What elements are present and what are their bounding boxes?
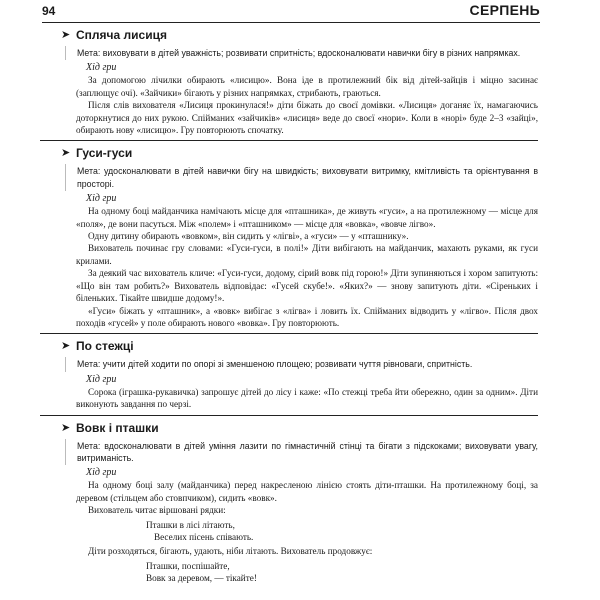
verse-line: Вовк за деревом, — тікайте! <box>146 573 257 584</box>
verse-line: Пташки, поспішайте, <box>146 560 230 571</box>
verse-line: Пташки в лісі літають, <box>146 519 235 530</box>
section-title-text: Вовк і пташки <box>76 420 159 435</box>
paragraph: За допомогою лічилки обирають «лисицю». Вона іде в протилежний бік від дітей-зайців і міцно засинає (заплющує очі). «Зайчики» бігають у різних напрямках, стрибають, граються. <box>76 75 538 98</box>
game-progress-label: Хід гри <box>86 193 117 205</box>
section-title-text: Гуси-гуси <box>76 146 133 161</box>
page-content <box>61 28 538 587</box>
header-rule <box>42 22 540 23</box>
game-progress-label: Хід гри <box>86 373 117 385</box>
paragraph: Вихователь починає гру словами: «Гуси-гуси, в полі!» Діти вибігають на майданчик, махають руками, як гуси крилами. <box>76 243 538 266</box>
paragraph: Після слів вихователя «Лисиця прокинулася!» діти біжать до своєї домівки. «Лисиця» доганяє їх, намагаючись доторкнутися до них рукою. Спійманих «зайчиків» «лисиця» веде до своєї «нори». Коли в «норі» буде 2–3 «зайці», обирають нову «лисицю». Гру повторюють спочатку. <box>76 100 538 136</box>
verse-block <box>76 519 538 544</box>
section-title-text: По стежці <box>76 339 134 354</box>
game-progress-label: Хід гри <box>86 467 117 479</box>
verse-block <box>76 560 538 585</box>
paragraph: На одному боці залу (майданчика) перед накресленою лінією стоять діти-пташки. На протилежному боці, за деревом (стільцем або стовпчиком), сидить «вовк». <box>76 480 538 503</box>
game-section-2 <box>61 146 538 329</box>
section-divider <box>40 415 538 416</box>
paragraph: Сорока (іграшка-рукавичка) запрошує дітей до лісу і каже: «По стежці треба йти обережно, один за одним». Діти виконують завдання по черзі. <box>76 386 538 410</box>
goal-text: Мета: учити дітей ходити по опорі зі зменшеною площею; розвивати чуття рівноваги, спритність. <box>65 357 538 371</box>
section-divider <box>40 140 538 141</box>
arrow-bullet-icon: ➤ <box>61 147 71 160</box>
game-progress-label: Хід гри <box>86 62 117 74</box>
goal-text: Мета: удосконалювати в дітей навички бігу на швидкість; виховувати витримку, кмітливість та орієнтування в просторі. <box>65 164 538 191</box>
arrow-bullet-icon: ➤ <box>61 421 71 434</box>
game-section-3 <box>61 339 538 410</box>
goal-text: Мета: виховувати в дітей уважність; розвивати спритність; вдосконалювати навички бігу в різних напрямках. <box>65 46 538 60</box>
game-section-4 <box>61 420 538 585</box>
section-title-text: Спляча лисиця <box>76 28 167 42</box>
section-title <box>62 28 538 43</box>
paragraph: «Гуси» біжать у «пташник», а «вовк» вибігає з «лігва» і ловить їх. Спійманих відводить у «лігво». Після двох походів «гусей» у поле обирають нового «вовка». Гру повторюють. <box>76 305 538 328</box>
arrow-bullet-icon: ➤ <box>61 340 71 353</box>
page-header <box>42 2 540 22</box>
paragraph: Вихователь читає віршовані рядки: <box>88 505 226 516</box>
goal-text: Мета: вдосконалювати в дітей уміння лазити по гімнастичній стінці та бігати з підскоками; виховувати увагу, витриманість. <box>65 439 538 466</box>
arrow-bullet-icon: ➤ <box>61 29 71 41</box>
running-title: СЕРПЕНЬ <box>469 2 540 18</box>
page-number: 94 <box>42 4 56 18</box>
game-section-1 <box>61 28 538 136</box>
paragraph: На одному боці майданчика намічають місце для «пташника», де живуть «гуси», а на протилежному — місце для «поля», де вони пасуться. Між «полем» і «пташником» — місце для «вовка», «вовче лігво». <box>76 206 538 229</box>
section-divider <box>40 333 538 334</box>
section-title <box>62 146 538 161</box>
verse-line: Веселих пісень співають. <box>154 531 254 542</box>
paragraph: Діти розходяться, бігають, удають, ніби літають. Вихователь продовжує: <box>88 546 373 557</box>
section-title <box>62 339 538 354</box>
paragraph: Одну дитину обирають «вовком», він сидить у «лігві», а «гуси» — у «пташнику». <box>88 231 409 242</box>
section-title <box>62 421 538 436</box>
paragraph: За деякий час вихователь кличе: «Гуси-гуси, додому, сірий вовк під горою!» Діти зупиняються і хором запитують: «Що він там робить?» Вихователь відповідає: «Гусей скубе!». «Яких?» — знову запитують діти. «Сіреньких і біленьких. Тікайте швидше додому!». <box>76 268 538 304</box>
